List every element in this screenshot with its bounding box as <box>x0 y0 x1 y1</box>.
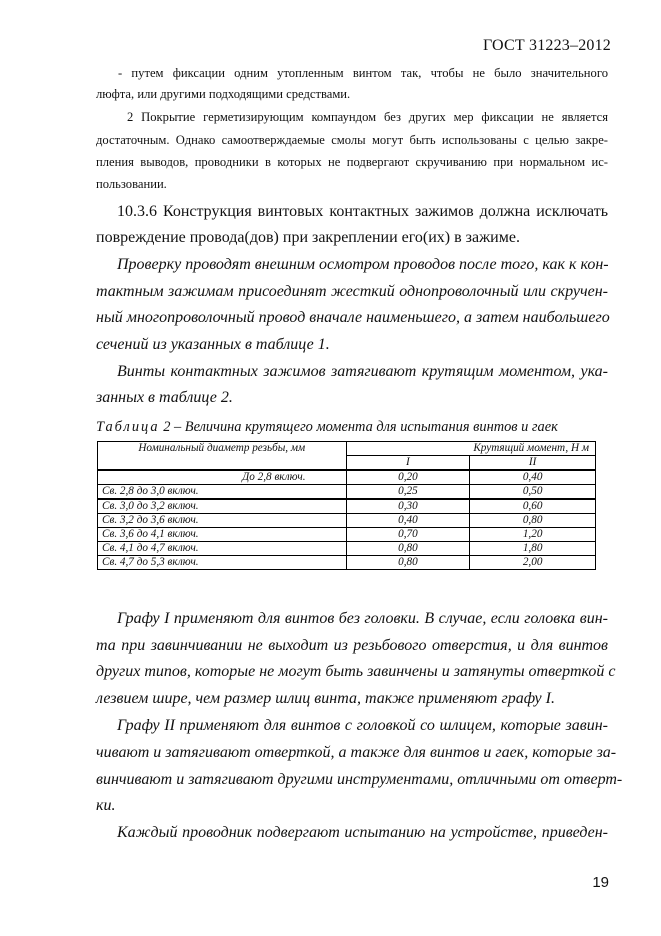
standard-header: ГОСТ 31223–2012 <box>482 37 611 54</box>
cell-i: 0,80 <box>346 556 470 570</box>
clause-heading-line: 10.3.6 Конструкция винтовых контактных зажимов должна исключать <box>117 203 608 220</box>
cell-ii: 1,80 <box>470 542 596 556</box>
table-row <box>98 514 596 528</box>
cell-i: 0,30 <box>346 499 470 514</box>
cell-range: Св. 4,1 до 4,7 включ. <box>98 542 347 556</box>
cell-ii: 0,40 <box>470 470 596 485</box>
column-ii-line: чивают и затягивают отверткой, а также для винтов и гаек, которые за- <box>96 744 617 761</box>
check-line: тактным зажимам присоединят жесткий однопроволочный или скручен- <box>96 283 608 300</box>
cell-range: Св. 2,8 до 3,0 включ. <box>98 485 347 500</box>
header-diameter: Номинальный диаметр резьбы, мм <box>98 442 347 471</box>
cell-range: Св. 4,7 до 5,3 включ. <box>98 556 347 570</box>
table-row <box>98 528 596 542</box>
cell-range: Св. 3,6 до 4,1 включ. <box>98 528 347 542</box>
cell-range: До 2,8 включ. <box>98 470 347 485</box>
note-line: пользовании. <box>96 177 167 191</box>
check-line: Проверку проводят внешним осмотром проводов после того, как к кон- <box>117 256 609 273</box>
table-caption-text: 2 – Величина крутящего момента для испытания винтов и гаек <box>159 419 558 435</box>
cell-i: 0,25 <box>346 485 470 500</box>
table-caption-label: Таблица <box>96 419 160 435</box>
header-column-ii: II <box>470 456 596 471</box>
note-line: 2 Покрытие герметизирующим компаундом без других мер фиксации не является <box>127 110 608 124</box>
cell-i: 0,20 <box>346 470 470 485</box>
column-i-line: та при завинчивании не выходит из резьбового отверстия, и для винтов <box>96 637 608 654</box>
check-line: сечений из указанных в таблице 1. <box>96 336 330 353</box>
table-row <box>98 485 596 500</box>
header-torque: Крутящий момент, Н м <box>346 442 595 456</box>
page-number: 19 <box>592 874 609 891</box>
note-line: достаточным. Однако самоотверждаемые смолы могут быть использованы с целью закре- <box>96 133 608 147</box>
torque-table <box>97 441 596 570</box>
cell-ii: 0,50 <box>470 485 596 500</box>
cell-ii: 2,00 <box>470 556 596 570</box>
cell-ii: 1,20 <box>470 528 596 542</box>
column-ii-line: ки. <box>96 797 116 814</box>
clause-line: повреждение провода(дов) при закреплении его(их) в зажиме. <box>96 229 520 246</box>
cell-ii: 0,80 <box>470 514 596 528</box>
cell-i: 0,80 <box>346 542 470 556</box>
table-row <box>98 556 596 570</box>
header-column-i: I <box>346 456 470 471</box>
table-row <box>98 470 596 485</box>
column-i-line: других типов, которые не могут быть завинчены и затянуты отверткой с <box>96 663 616 680</box>
torque-line: занных в таблице 2. <box>96 389 233 406</box>
cell-i: 0,40 <box>346 514 470 528</box>
column-ii-line: Графу II применяют для винтов с головкой со шлицем, которые завин- <box>117 717 608 734</box>
cell-range: Св. 3,2 до 3,6 включ. <box>98 514 347 528</box>
cell-ii: 0,60 <box>470 499 596 514</box>
table-caption <box>96 419 616 436</box>
cell-i: 0,70 <box>346 528 470 542</box>
check-line: ный многопроволочный провод вначале наименьшего, а затем наибольшего <box>96 309 610 326</box>
table-row <box>98 542 596 556</box>
note-line: пления выводов, проводники в которых не подвергают скручиванию при нормальном ис- <box>96 155 608 169</box>
torque-line: Винты контактных зажимов затягивают крутящим моментом, ука- <box>117 363 608 380</box>
cell-range: Св. 3,0 до 3,2 включ. <box>98 499 347 514</box>
column-ii-line: винчивают и затягивают другими инструментами, отличными от отверт- <box>96 771 623 788</box>
text-line: люфта, или другими подходящими средствами. <box>96 87 351 101</box>
column-i-line: Графу I применяют для винтов без головки. В случае, если головка вин- <box>117 610 608 627</box>
text-line: - путем фиксации одним утопленным винтом так, чтобы не было значительного <box>118 66 608 80</box>
test-line: Каждый проводник подвергают испытанию на устройстве, приведен- <box>117 824 608 841</box>
column-i-line: лезвием шире, чем размер шлиц винта, также применяют графу I. <box>96 690 555 707</box>
table-row <box>98 499 596 514</box>
